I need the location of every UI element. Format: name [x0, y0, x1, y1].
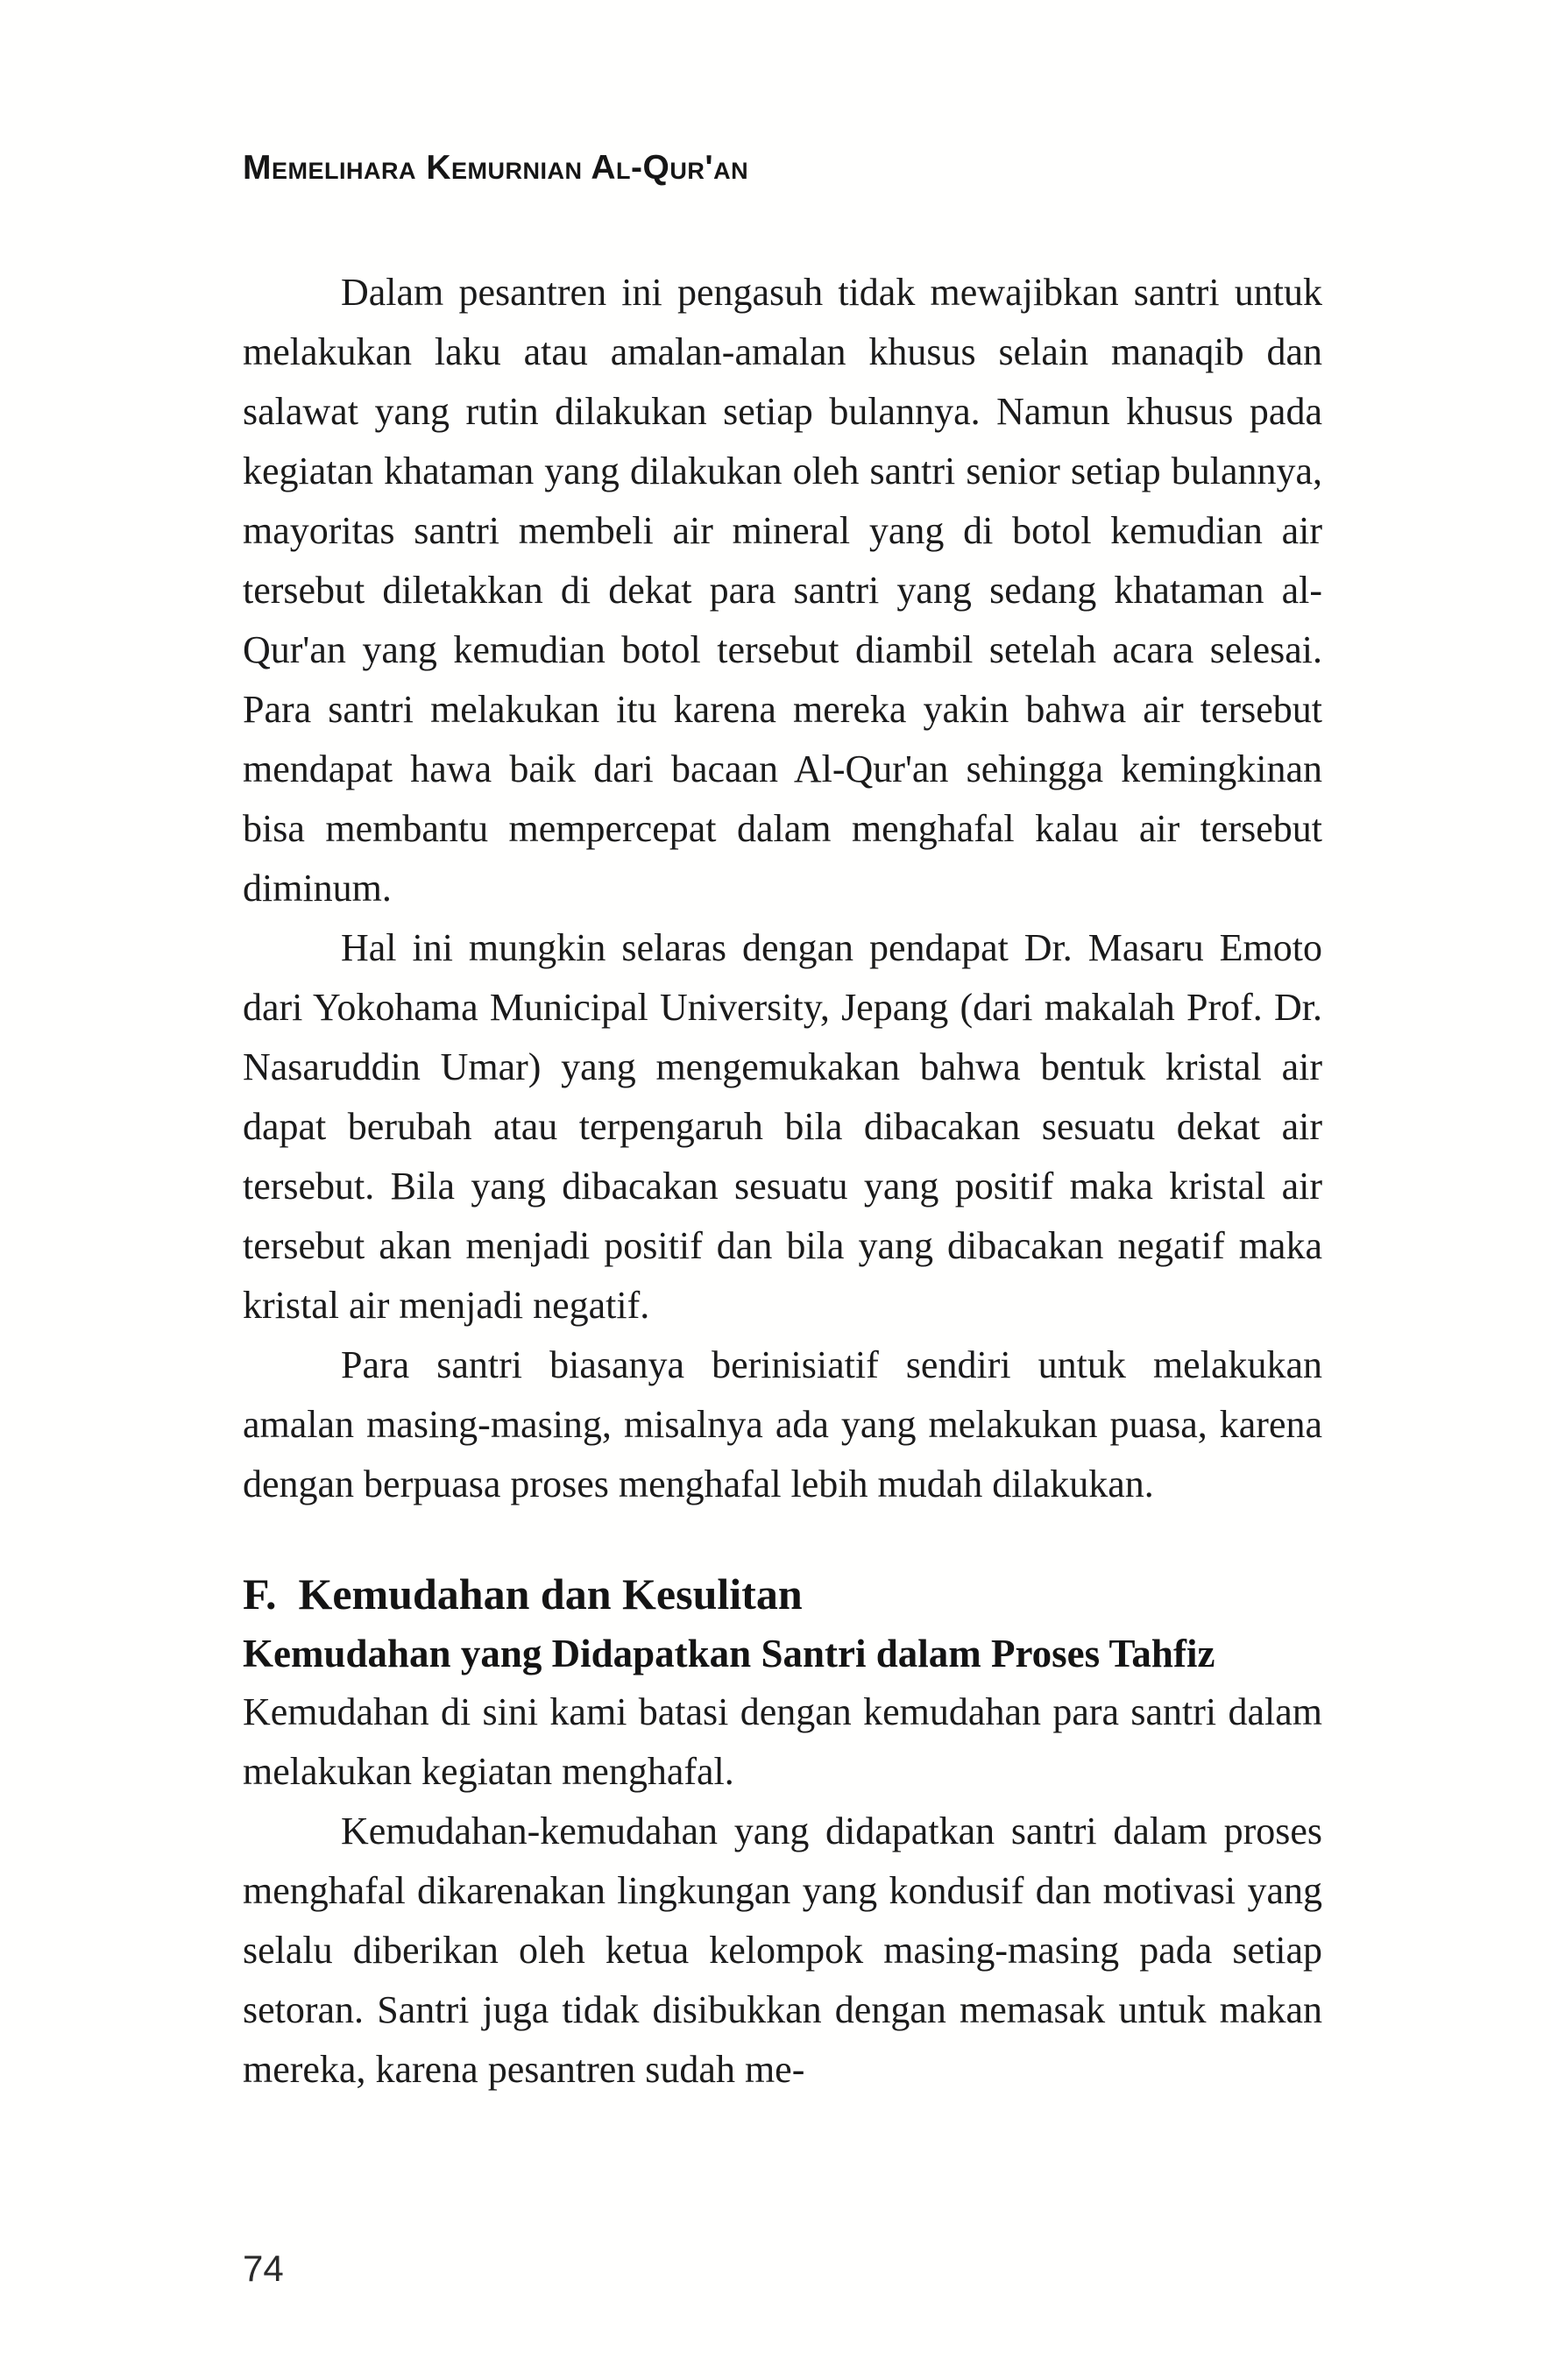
running-header-text: Memelihara Kemurnian Al-Qur'an [243, 149, 749, 187]
paragraph: Kemudahan-kemudahan yang didapatkan santri dalam proses menghafal dikarenakan lingkungan yang kondusif dan motivasi yang selalu diberikan oleh ketua kelompok masing-masing pada setiap setoran. Santri juga tidak disibukkan dengan memasak untuk makan mereka, karena pesantren sudah me- [243, 1810, 1322, 2091]
page-number: 74 [243, 2248, 284, 2289]
section-subheading: Kemudahan yang Didapatkan Santri dalam Proses Tahfiz [243, 1632, 1215, 1675]
page-content [243, 263, 1322, 2100]
paragraph: Kemudahan di sini kami batasi dengan kemudahan para santri dalam melakukan kegiatan menghafal. [243, 1690, 1322, 1793]
paragraph: Hal ini mungkin selaras dengan pendapat Dr. Masaru Emoto dari Yokohama Municipal University, Jepang (dari makalah Prof. Dr. Nasaruddin Umar) yang mengemukakan bahwa bentuk kristal air dapat berubah atau terpengaruh bila dibacakan sesuatu dekat air tersebut. Bila yang dibacakan sesuatu yang positif maka kristal air tersebut akan menjadi positif dan bila yang dibacakan negatif maka kristal air menjadi negatif. [243, 926, 1322, 1327]
paragraph: Dalam pesantren ini pengasuh tidak mewajibkan santri untuk melakukan laku atau amalan-amalan khusus selain manaqib dan salawat yang rutin dilakukan setiap bulannya. Namun khusus pada kegiatan khataman yang dilakukan oleh santri senior setiap bulannya, mayoritas santri membeli air mineral yang di botol kemudian air tersebut diletakkan di dekat para santri yang sedang khataman al-Qur'an yang kemudian botol tersebut diambil setelah acara selesai. Para santri melakukan itu karena mereka yakin bahwa air tersebut mendapat hawa baik dari bacaan Al-Qur'an sehingga kemingkinan bisa membantu mempercepat dalam menghafal kalau air tersebut diminum. [243, 271, 1322, 910]
section-heading: F. Kemudahan dan Kesulitan [243, 1569, 803, 1619]
paragraph: Para santri biasanya berinisiatif sendiri untuk melakukan amalan masing-masing, misalnya ada yang melakukan puasa, karena dengan berpuasa proses menghafal lebih mudah dilakukan. [243, 1343, 1322, 1505]
page-footer [243, 2248, 284, 2290]
running-header [243, 149, 1322, 188]
